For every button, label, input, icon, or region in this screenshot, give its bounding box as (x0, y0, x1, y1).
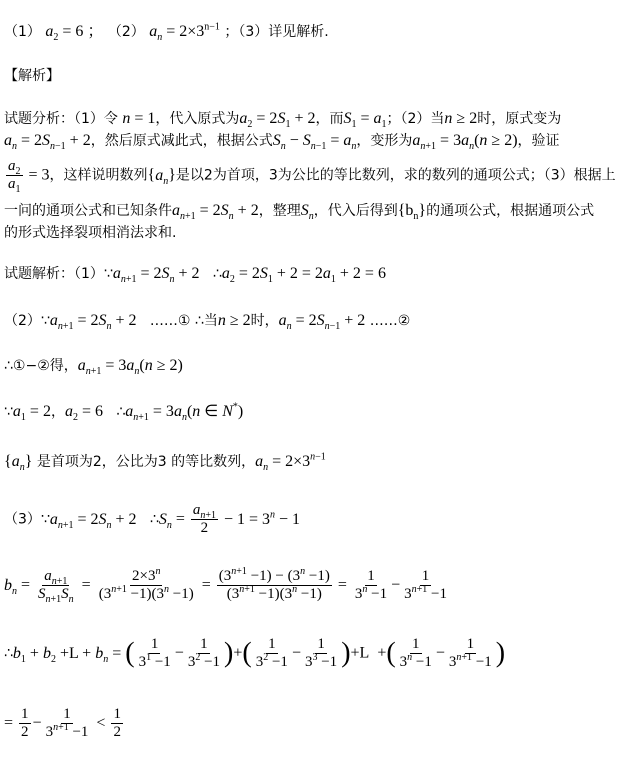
ratio-fraction: $\frac{a_2}{a_1}$ (8, 158, 21, 195)
analysis-line-3: $\frac{a_2}{a_1}$ = 3，这样说明数列$\{a_n\}$是以2为首项，3为公比的等比数列，求的数列的通项公式；（3）根据上 (8, 158, 616, 195)
solution-sum-expression: $\therefore b_1 + b_2 +L + b_n$ = ( $\frac{1}{3^1 -1}$ − $\frac{1}{3^2 -1}$ )+( $\frac{1}{3^2 -1}$ − $\frac{1}{3^3 -1}$ )+L +( $\frac{1}{3^n -1}$ − $\frac{1}{3^{n+1} -1}$ ) (4, 636, 506, 670)
section-heading: 【解析】 (4, 68, 60, 84)
answer-a2: $a_2 = 6$ ； (45, 23, 104, 44)
solution-line-6: $(3)\because a_{n+1} = 2S_n + 2$ $\therefore S_n$ = $\frac{a_{n+1}}{2}$ − $1 = 3^n - 1$ (4, 502, 301, 536)
analysis-line-1: 试题分析：（1）令 n = 1，代入原式为$a_2 = 2S_1 + 2$，而$S_1 = a_1$；（2）当n ≥ 2时，原式变为 (4, 110, 562, 131)
answer-part3: ；（3）详见解析. (224, 24, 329, 40)
solution-bn-expression: $b_n$ = $\frac{a_{n+1}}{S_{n+1}S_n}$ = $\frac{2\times 3^n}{(3^{n+1} -1)(3^n -1)}$ = $\frac{(3^{n+1} -1) - (3^n -1)}{(3^{n+1} -1)(3^n -1)}$ = $\frac{1}{3^n -1}$ − $\frac{1}{3^{n+1} -1}$ (4, 566, 447, 605)
answer-part2-label: （2） (107, 24, 145, 40)
solution-final-result: = $\frac{1}{2}$ − $\frac{1}{3^{n+1} -1}$ < $\frac{1}{2}$ (4, 706, 121, 740)
analysis-line-2: $a_n = 2S_{n-1} + 2$，然后原式减此式，根据公式$S_n - S_{n-1} = a_n$，变形为$a_{n+1} = 3a_n(n \ge 2)$，验证 (4, 132, 560, 153)
answer-line (4, 22, 329, 42)
answer-an: $a_n = 2\times 3^{n-1}$ (149, 21, 220, 44)
solution-label: 试题解析： (4, 266, 74, 282)
analysis-line-4: 一问的通项公式和已知条件$a_{n+1} = 2S_n + 2$，整理$S_n$，代入后得到$\{b_n\}$的通项公式，根据通项公式 (4, 202, 595, 223)
solution-line-5: $\{a_n\}$ 是首项为2，公比为3 的等比数列，$a_n = 2\times 3^{n-1}$ (4, 451, 326, 474)
analysis-label: 试题分析： (4, 111, 74, 127)
solution-line-4: $\because a_1 = 2$，$a_2 = 6$ $\therefore a_{n+1} = 3a_n(n$ ∈ N*) (4, 401, 244, 424)
answer-part1-label: （1） (4, 24, 41, 40)
solution-line-2: $(2)\because a_{n+1} = 2S_n + 2$ ……① ∴当n ≥ 2时，$a_n = 2S_{n-1} + 2$ ……② (4, 312, 411, 333)
solution-line-1: 试题解析：$(1)\because a_{n+1} = 2S_n + 2$ $\therefore a_2 = 2S_1 + 2 = 2a_1 + 2 = 6$ (4, 265, 386, 286)
solution-line-3: ∴①−②得，$a_{n+1} = 3a_n(n \ge 2)$ (4, 357, 183, 378)
analysis-line-5: 的形式选择裂项相消法求和. (4, 225, 177, 241)
